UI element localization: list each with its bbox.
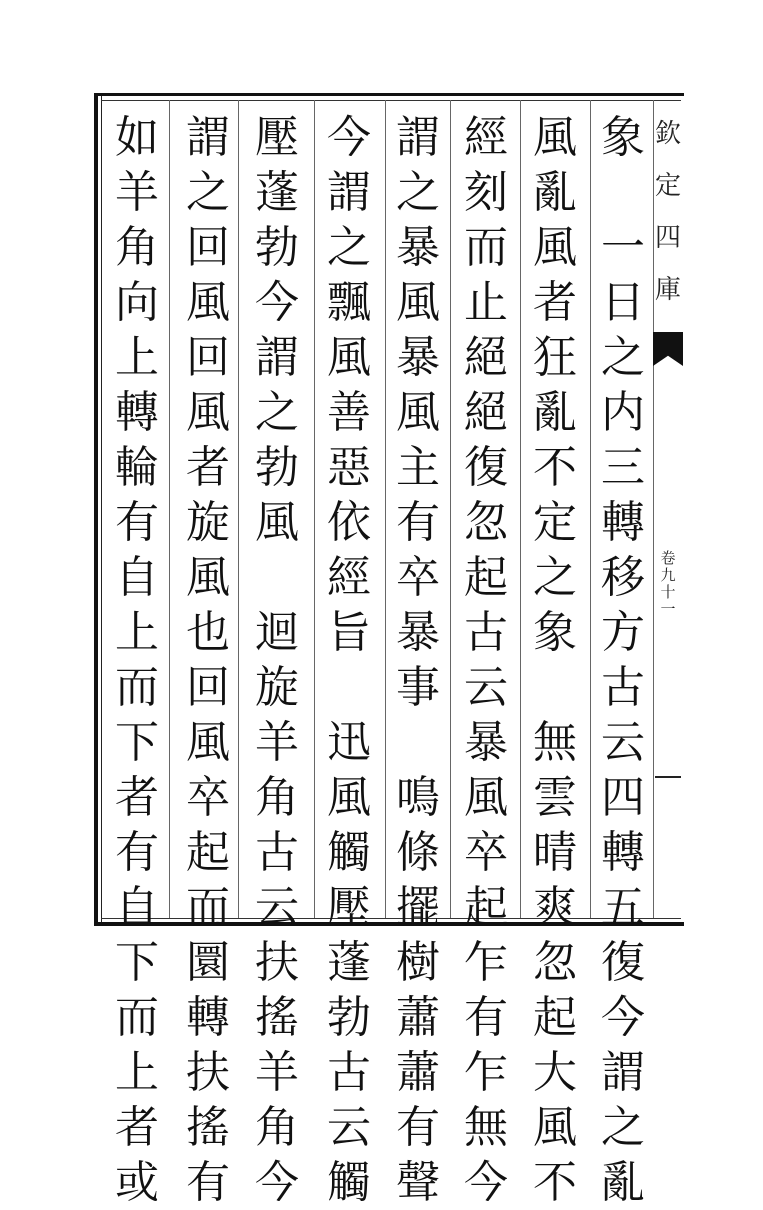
text-character: 之 (601, 1102, 645, 1153)
text-character: 今 (255, 277, 299, 328)
text-character: 觸 (327, 827, 371, 878)
text-character: 移 (601, 552, 645, 603)
text-character: 云 (255, 882, 299, 933)
text-character: 角 (255, 1102, 299, 1153)
text-character: 下 (115, 717, 159, 768)
text-character: 日 (601, 277, 645, 328)
text-character (396, 715, 440, 770)
text-character: 有 (396, 1102, 440, 1153)
frame-inner-left-rule (101, 96, 102, 922)
text-character: 迅 (327, 717, 371, 768)
text-character: 惡 (327, 442, 371, 493)
text-character: 卒 (396, 552, 440, 603)
margin-juan-number (653, 550, 683, 618)
text-character: 起 (464, 552, 508, 603)
text-column (177, 110, 239, 1208)
text-character: 亂 (601, 1157, 645, 1208)
text-character: 今 (464, 1157, 508, 1208)
text-character: 謂 (601, 1047, 645, 1098)
text-character: 風 (533, 222, 577, 273)
text-character: 迴 (255, 607, 299, 658)
margin-rule (655, 776, 681, 778)
text-character: 回 (186, 332, 230, 383)
text-character: 謂 (255, 332, 299, 383)
text-character: 有 (115, 497, 159, 548)
text-character: 上 (115, 1047, 159, 1098)
text-character: 如 (115, 112, 159, 163)
text-character: 風 (533, 112, 577, 163)
text-character: 起 (533, 992, 577, 1043)
text-character: 壓 (255, 112, 299, 163)
text-character: 樹 (396, 937, 440, 988)
text-character: 狂 (533, 332, 577, 383)
text-column (455, 110, 517, 1208)
text-character: 四 (601, 772, 645, 823)
text-character: 回 (186, 662, 230, 713)
text-character: 暴 (396, 332, 440, 383)
text-character: 事 (396, 662, 440, 713)
text-character: 蕭 (396, 1047, 440, 1098)
text-character: 古 (255, 827, 299, 878)
text-character: 不 (533, 442, 577, 493)
text-character: 條 (396, 827, 440, 878)
text-character: 乍 (464, 937, 508, 988)
text-character: 無 (464, 1102, 508, 1153)
text-character: 有 (464, 992, 508, 1043)
text-column (592, 110, 654, 1208)
text-character: 晴 (533, 827, 577, 878)
text-character (533, 660, 577, 715)
text-character: 忽 (533, 937, 577, 988)
text-character: 者 (115, 1102, 159, 1153)
text-character: 角 (115, 222, 159, 273)
text-character: 起 (464, 882, 508, 933)
text-character: 轉 (601, 497, 645, 548)
text-character: 風 (186, 717, 230, 768)
text-character: 轉 (601, 827, 645, 878)
text-column (387, 110, 449, 1208)
text-character: 蓬 (255, 167, 299, 218)
text-character: 象 (533, 607, 577, 658)
text-character: 旨 (327, 607, 371, 658)
text-character: 或 (115, 1157, 159, 1208)
text-character: 勃 (327, 992, 371, 1043)
margin-juan-character: 卷 (660, 549, 676, 567)
text-character: 勃 (255, 442, 299, 493)
text-character: 今 (327, 112, 371, 163)
text-character: 搖 (186, 1102, 230, 1153)
text-character: 五 (601, 882, 645, 933)
text-character: 暴 (396, 607, 440, 658)
text-character: 經 (327, 552, 371, 603)
text-character: 搖 (255, 992, 299, 1043)
text-character: 向 (115, 277, 159, 328)
column-divider (314, 100, 315, 918)
text-character: 勃 (255, 222, 299, 273)
column-divider (169, 100, 170, 918)
text-character: 止 (464, 277, 508, 328)
text-character: 者 (186, 442, 230, 493)
text-character: 主 (396, 442, 440, 493)
text-character (255, 550, 299, 605)
text-character: 有 (396, 497, 440, 548)
text-character: 乍 (464, 1047, 508, 1098)
text-character: 復 (464, 442, 508, 493)
text-character: 古 (464, 607, 508, 658)
text-character: 依 (327, 497, 371, 548)
text-character: 暴 (464, 717, 508, 768)
text-character: 之 (327, 222, 371, 273)
text-character: 之 (255, 387, 299, 438)
text-character: 有 (115, 827, 159, 878)
text-character: 善 (327, 387, 371, 438)
text-character: 風 (327, 332, 371, 383)
fishtail-mark (653, 332, 683, 366)
text-character: 風 (396, 387, 440, 438)
text-character: 有 (186, 1157, 230, 1208)
text-character: 者 (533, 277, 577, 328)
text-character: 轉 (186, 992, 230, 1043)
text-column (524, 110, 586, 1208)
text-character: 風 (533, 1102, 577, 1153)
text-character: 風 (186, 277, 230, 328)
text-character: 一 (601, 222, 645, 273)
text-character: 者 (115, 772, 159, 823)
text-column (246, 110, 308, 1208)
text-character: 亂 (533, 167, 577, 218)
text-character: 觸 (327, 1157, 371, 1208)
text-character: 壓 (327, 882, 371, 933)
text-character: 扶 (255, 937, 299, 988)
text-character: 而 (115, 662, 159, 713)
text-character: 之 (533, 552, 577, 603)
text-character: 羊 (115, 167, 159, 218)
margin-juan-character: 一 (660, 600, 676, 618)
text-character: 象 (601, 112, 645, 163)
text-character: 擺 (396, 882, 440, 933)
text-character: 之 (186, 167, 230, 218)
text-character: 圜 (186, 937, 230, 988)
column-divider (385, 100, 386, 918)
text-character: 羊 (255, 1047, 299, 1098)
text-column (106, 110, 168, 1208)
text-character: 大 (533, 1047, 577, 1098)
text-character: 爽 (533, 882, 577, 933)
text-character: 卒 (186, 772, 230, 823)
margin-book-title (653, 108, 683, 316)
text-character: 輪 (115, 442, 159, 493)
text-column (318, 110, 380, 1208)
margin-juan-character: 十 (660, 583, 676, 601)
text-character: 聲 (396, 1157, 440, 1208)
text-character: 定 (533, 497, 577, 548)
text-character: 之 (601, 332, 645, 383)
text-character: 飄 (327, 277, 371, 328)
text-character: 而 (115, 992, 159, 1043)
text-character: 羊 (255, 717, 299, 768)
frame-inner-top-rule (101, 100, 681, 101)
text-character: 回 (186, 222, 230, 273)
text-character: 風 (464, 772, 508, 823)
text-character: 不 (533, 1157, 577, 1208)
text-character: 蕭 (396, 992, 440, 1043)
text-character: 古 (327, 1047, 371, 1098)
text-character: 風 (186, 387, 230, 438)
text-character: 暴 (396, 222, 440, 273)
text-character: 旋 (186, 497, 230, 548)
text-character: 忽 (464, 497, 508, 548)
text-character: 上 (115, 607, 159, 658)
text-character: 角 (255, 772, 299, 823)
text-character (601, 165, 645, 220)
text-character: 絕 (464, 332, 508, 383)
text-character: 蓬 (327, 937, 371, 988)
text-character: 經 (464, 112, 508, 163)
text-character: 自 (115, 882, 159, 933)
text-character: 雲 (533, 772, 577, 823)
text-character: 風 (255, 497, 299, 548)
margin-title-character: 庫 (654, 275, 681, 305)
text-character: 卒 (464, 827, 508, 878)
text-character: 三 (601, 442, 645, 493)
text-character: 風 (186, 552, 230, 603)
text-character: 風 (396, 277, 440, 328)
text-character: 方 (601, 607, 645, 658)
book-margin (653, 100, 683, 918)
text-character: 今 (255, 1157, 299, 1208)
text-character: 謂 (396, 112, 440, 163)
text-character: 轉 (115, 387, 159, 438)
margin-title-character: 欽 (654, 119, 681, 149)
text-character: 復 (601, 937, 645, 988)
text-character: 云 (464, 662, 508, 713)
column-divider (590, 100, 591, 918)
text-character: 刻 (464, 167, 508, 218)
text-character: 起 (186, 827, 230, 878)
text-character: 自 (115, 552, 159, 603)
text-character: 扶 (186, 1047, 230, 1098)
margin-title-character: 四 (654, 223, 681, 253)
text-character: 之 (396, 167, 440, 218)
text-character: 謂 (186, 112, 230, 163)
text-character: 無 (533, 717, 577, 768)
margin-title-character: 定 (654, 171, 681, 201)
text-character: 今 (601, 992, 645, 1043)
text-character: 亂 (533, 387, 577, 438)
text-character: 内 (601, 387, 645, 438)
text-character: 云 (601, 717, 645, 768)
text-character: 鳴 (396, 772, 440, 823)
column-divider (520, 100, 521, 918)
text-character: 古 (601, 662, 645, 713)
text-character: 旋 (255, 662, 299, 713)
text-character: 而 (464, 222, 508, 273)
text-character: 下 (115, 937, 159, 988)
text-character (327, 660, 371, 715)
margin-juan-character: 九 (660, 566, 676, 584)
text-character: 也 (186, 607, 230, 658)
text-character: 風 (327, 772, 371, 823)
text-character: 云 (327, 1102, 371, 1153)
text-character: 上 (115, 332, 159, 383)
text-character: 而 (186, 882, 230, 933)
column-divider (450, 100, 451, 918)
text-character: 謂 (327, 167, 371, 218)
text-character: 絕 (464, 387, 508, 438)
